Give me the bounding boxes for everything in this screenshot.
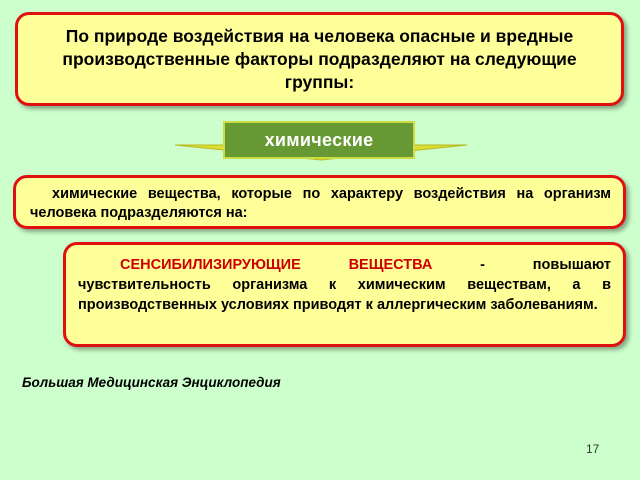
category-text: химические: [264, 129, 374, 150]
source-citation: Большая Медицинская Энциклопедия: [22, 375, 281, 390]
slide-title: По природе воздействия на человека опасные и вредные производственные факторы подразделяют на следующие группы:: [62, 25, 577, 92]
description-text: химические вещества, которые по характеру воздействия на организм человека подразделяются на:: [30, 186, 611, 221]
category-label: [223, 121, 415, 159]
sensitizing-term: СЕНСИБИЛИЗИРУЮЩИЕ ВЕЩЕСТВА: [120, 257, 433, 273]
sensitizing-text: - повышают чувствительность организма к химическим веществам, а в производственных условиях приводят к аллергическим заболеваниям.: [78, 257, 611, 313]
title-box: [15, 12, 624, 106]
sensitizing-box: [63, 242, 626, 347]
description-box: [13, 175, 626, 229]
page-number: 17: [586, 442, 600, 456]
